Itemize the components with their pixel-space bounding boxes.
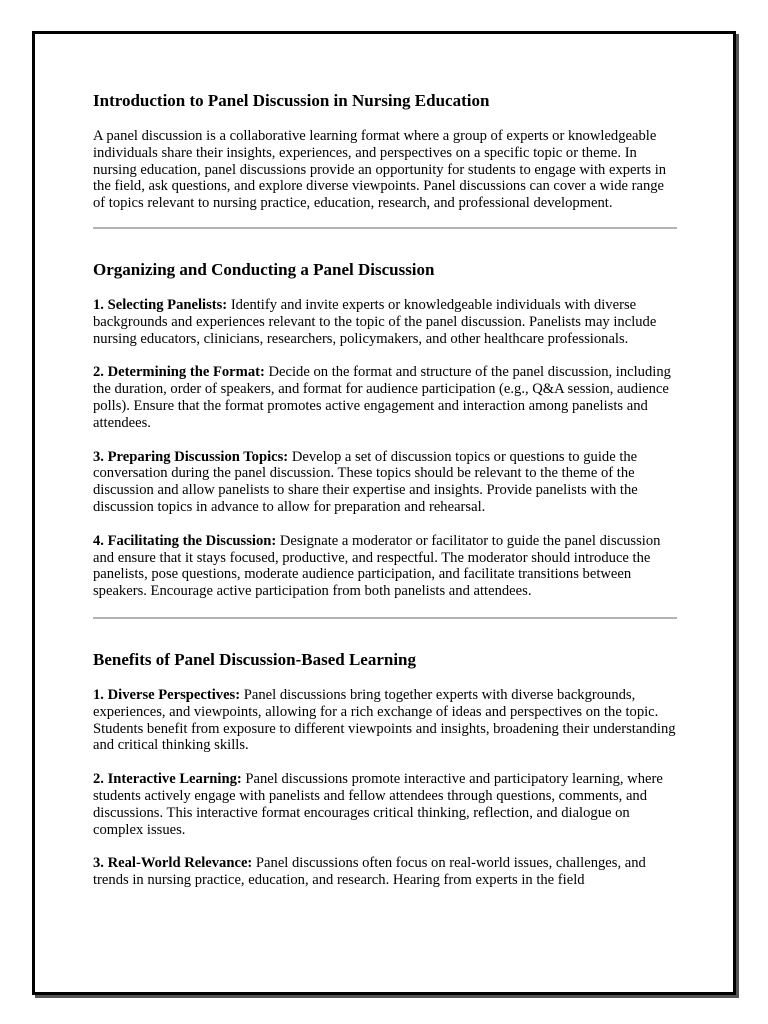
paragraph-text: Panel discussions bring together experts with diverse backgrounds, experiences, and viewpoints, allowing for a rich exchange of ideas and perspectives on the topic. Students benefit from exposure to different viewpoints and insights, broadening their understanding and critical thinking skills. — [93, 686, 676, 754]
paragraph-text: Designate a moderator or facilitator to guide the panel discussion and ensure that it stays focused, productive, and respectful. The moderator should introduce the panelists, pose questions, moderate audience participation, and facilitate transitions between speakers. Encourage active participation from both panelists and attendees. — [93, 532, 661, 600]
paragraph-lead: 3. Real-World Relevance: — [93, 855, 253, 872]
paragraph — [93, 687, 677, 754]
section-title: Introduction to Panel Discussion in Nursing Education — [93, 91, 490, 110]
section-divider — [93, 617, 677, 619]
section-title: Organizing and Conducting a Panel Discussion — [93, 259, 435, 279]
paragraph-lead: 4. Facilitating the Discussion: — [93, 532, 277, 549]
paragraph — [93, 771, 677, 838]
section-introduction — [93, 90, 677, 212]
section-divider — [93, 227, 677, 229]
paragraph-lead: 3. Preparing Discussion Topics: — [93, 448, 289, 465]
paragraph — [93, 364, 677, 431]
paragraph-text: A panel discussion is a collaborative learning format where a group of experts or knowledgeable individuals share their insights, experiences, and perspectives on a specific topic or theme. In nursing education, panel discussions provide an opportunity for students to engage with experts in the field, ask questions, and explore diverse viewpoints. Panel discussions can cover a wide range of topics relevant to nursing practice, education, research, and professional development. — [93, 128, 667, 212]
paragraph-lead: 1. Selecting Panelists: — [93, 296, 228, 313]
paragraph-text: Decide on the format and structure of the panel discussion, including the duration, order of speakers, and format for audience participation (e.g., Q&A session, audience polls). Ensure that the format promotes active engagement and interaction among panelists and attendees. — [93, 364, 671, 431]
paragraph-lead: 1. Diverse Perspectives: — [93, 686, 241, 703]
paragraph-lead: 2. Determining the Format: — [93, 364, 265, 381]
paragraph — [93, 449, 677, 516]
paragraph-text: Panel discussions promote interactive and participatory learning, where students actively engage with panelists and fellow attendees through questions, comments, and discussions. This interactive format encourages critical thinking, reflection, and dialogue on complex issues. — [93, 771, 663, 838]
section-title: Benefits of Panel Discussion-Based Learning — [93, 649, 417, 669]
document-page — [32, 31, 736, 995]
paragraph — [93, 855, 677, 889]
paragraph-text: Identify and invite experts or knowledgeable individuals with diverse backgrounds and experiences relevant to the topic of the panel discussion. Panelists may include nursing educators, clinicians, researchers, policymakers, and other healthcare professionals. — [93, 296, 657, 347]
paragraph-text: Panel discussions often focus on real-world issues, challenges, and trends in nursing practice, education, and research. Hearing from experts in the field — [93, 855, 646, 889]
section-organizing — [93, 259, 677, 600]
paragraph — [93, 533, 677, 600]
document-content — [93, 90, 677, 906]
paragraph — [93, 128, 677, 212]
paragraph — [93, 297, 677, 347]
paragraph-text: Develop a set of discussion topics or questions to guide the conversation during the panel discussion. These topics should be relevant to the theme of the discussion and allow panelists to share their expertise and insights. Provide panelists with the discussion topics in advance to allow for preparation and rehearsal. — [93, 448, 638, 515]
section-benefits — [93, 649, 677, 889]
paragraph-lead: 2. Interactive Learning: — [93, 771, 242, 788]
